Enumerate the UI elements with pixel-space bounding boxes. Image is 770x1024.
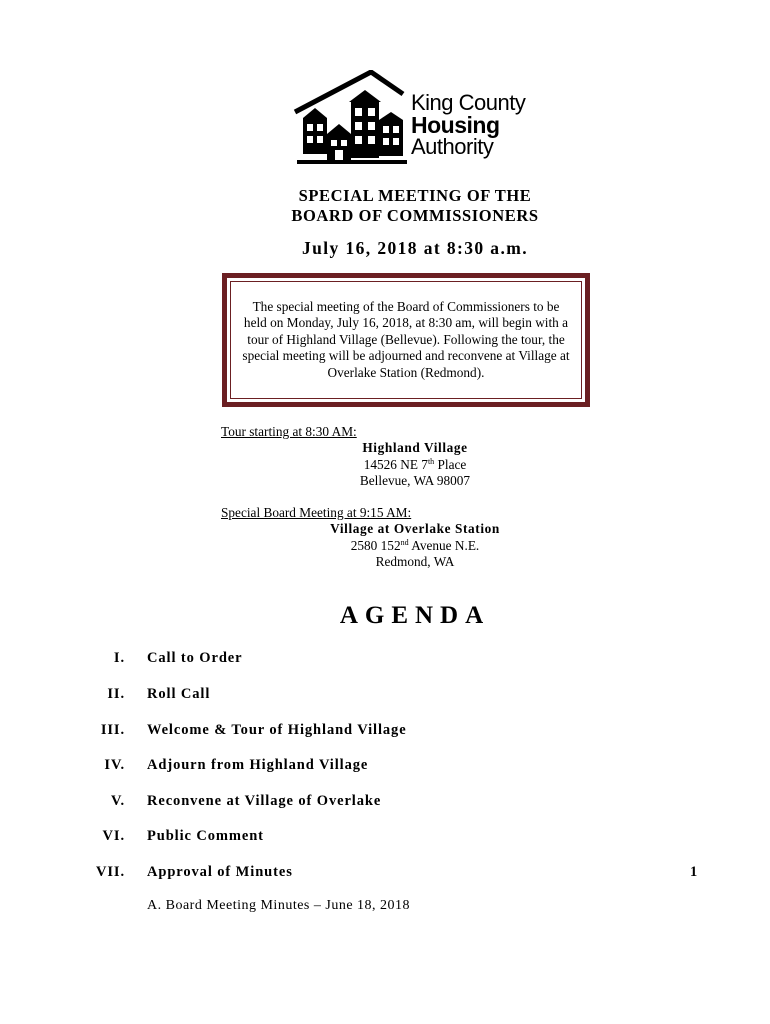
agenda-item-label: Approval of Minutes — [147, 864, 293, 880]
agenda-item-label: Reconvene at Village of Overlake — [147, 793, 382, 809]
meeting-address-line-2: Redmond, WA — [375, 554, 455, 569]
agenda-item-label: Welcome & Tour of Highland Village — [147, 722, 407, 738]
agenda-item-number: I. — [113, 650, 125, 666]
agenda-item-number: VI. — [102, 828, 125, 844]
agenda-item-page-number: 1 — [690, 864, 699, 880]
logo-line-3: Authority — [411, 134, 494, 159]
tour-location-name: Highland Village — [362, 440, 468, 455]
houses-logo-icon — [293, 70, 413, 166]
meeting-date: July 16, 2018 at 8:30 a.m. — [302, 238, 528, 258]
agenda-sub-item: A. Board Meeting Minutes – June 18, 2018 — [147, 898, 411, 913]
tour-address-line-2: Bellevue, WA 98007 — [359, 473, 471, 488]
kcha-logo — [293, 70, 553, 166]
tour-address-line-1: 14526 NE 7th Place — [363, 457, 467, 472]
agenda-item-number: II. — [107, 686, 125, 702]
agenda-item-label: Adjourn from Highland Village — [147, 757, 369, 773]
meeting-heading: Special Board Meeting at 9:15 AM: — [221, 505, 412, 520]
document-title-line-2: BOARD OF COMMISSIONERS — [291, 206, 539, 225]
agenda-item-number: V. — [110, 793, 125, 809]
document-title-line-1: SPECIAL MEETING OF THE — [298, 186, 532, 205]
meeting-location-name: Village at Overlake Station — [330, 521, 500, 536]
notice-text: The special meeting of the Board of Commissioners to be held on Monday, July 16, 2018, at 8:30 am, will begin with a tour of Highland Village (Bellevue). Following the tour, the special meeting will be adjourned and reconvene at Village at Overlake Station (Redmond). — [242, 298, 570, 380]
logo-line-1: King County — [411, 90, 526, 115]
agenda-item-label: Roll Call — [147, 686, 211, 702]
agenda-item-label: Call to Order — [147, 650, 243, 666]
agenda-item-number: IV. — [104, 757, 125, 773]
agenda-item-label: Public Comment — [147, 828, 264, 844]
tour-heading: Tour starting at 8:30 AM: — [221, 424, 357, 439]
agenda-item-number: VII. — [96, 864, 125, 880]
logo-line-2: Housing — [411, 112, 500, 138]
meeting-address-line-1: 2580 152nd Avenue N.E. — [350, 538, 480, 553]
agenda-item-number: III. — [100, 722, 125, 738]
agenda-heading: AGENDA — [339, 602, 491, 629]
notice-box — [222, 273, 590, 407]
